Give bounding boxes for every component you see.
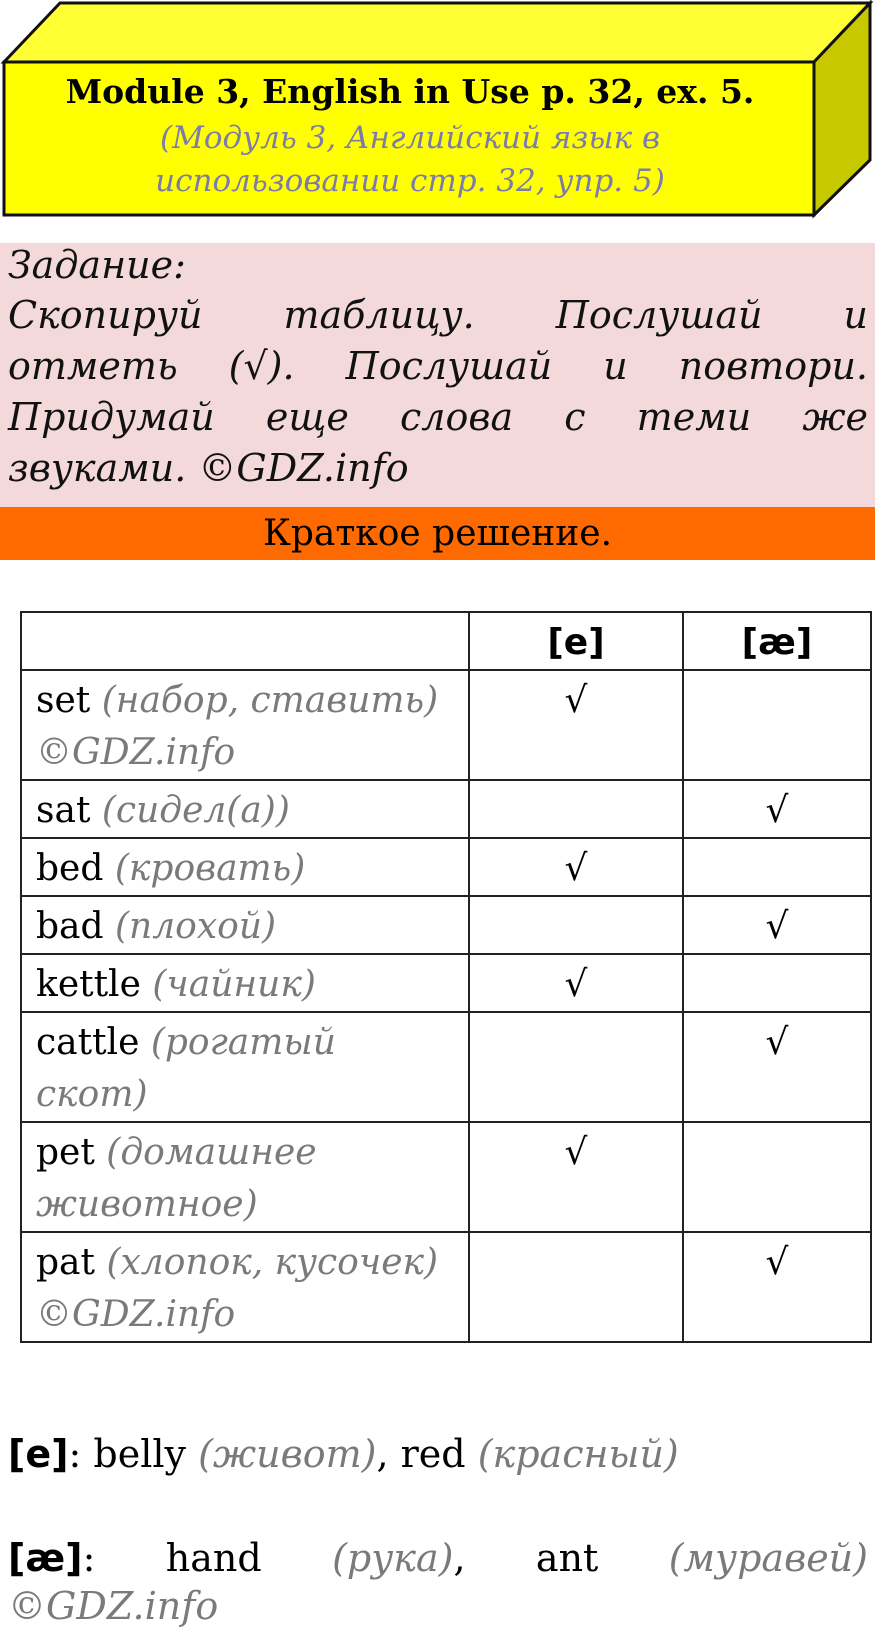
- check-e: [469, 896, 683, 954]
- check-ae: √: [683, 1232, 871, 1342]
- translation: (живот): [198, 1432, 377, 1476]
- word-cell: [21, 838, 469, 896]
- word-cell: [21, 780, 469, 838]
- table-row: [21, 1122, 871, 1232]
- word: ant: [535, 1536, 599, 1580]
- word: pat: [36, 1242, 95, 1283]
- check-e: √: [469, 670, 683, 780]
- word-cell: [21, 1122, 469, 1232]
- sound-label: [æ]: [8, 1536, 83, 1580]
- task-line: звуками. ©GDZ.info: [8, 446, 409, 490]
- translation: (набор, ставить) ©GDZ.info: [36, 680, 439, 773]
- table-row: [21, 838, 871, 896]
- extra-e-line: [e]: belly (живот), red (красный): [8, 1432, 679, 1476]
- extra-ae-line: [æ]: hand (рука), ant (муравей): [8, 1536, 868, 1580]
- table-row: [21, 670, 871, 780]
- table-row: [21, 1232, 871, 1342]
- translation: (плохой): [115, 906, 277, 947]
- sound-label: [e]: [8, 1432, 69, 1476]
- task-label: Задание:: [8, 243, 186, 287]
- word-cell: [21, 1012, 469, 1122]
- check-ae: [683, 670, 871, 780]
- translation: (кровать): [114, 848, 306, 889]
- word-cell: [21, 1232, 469, 1342]
- task-line: Придумай еще слова с теми же: [8, 395, 868, 439]
- credit: ©GDZ.info: [8, 1584, 219, 1628]
- word: hand: [165, 1536, 262, 1580]
- word-cell: [21, 954, 469, 1012]
- translation: (муравей): [668, 1536, 868, 1580]
- translation: (красный): [477, 1432, 679, 1476]
- translation: (рогатый скот): [36, 1022, 336, 1115]
- check-ae: [683, 838, 871, 896]
- header-cell: [æ]: [683, 612, 871, 670]
- check-e: [469, 780, 683, 838]
- word: red: [400, 1432, 466, 1476]
- check-ae: [683, 1122, 871, 1232]
- module-subtitle-line2: использовании стр. 32, упр. 5): [155, 163, 665, 199]
- task-line: отметь (√). Послушай и повтори.: [8, 344, 868, 388]
- word: kettle: [36, 964, 141, 1005]
- translation: (сидел(а)): [101, 790, 290, 831]
- translation: (хлопок, кусочек) ©GDZ.info: [36, 1242, 439, 1335]
- translation: (домашнее животное): [36, 1132, 317, 1225]
- table-row: [21, 954, 871, 1012]
- word: belly: [93, 1432, 186, 1476]
- check-e: √: [469, 954, 683, 1012]
- header-cell: [21, 612, 469, 670]
- check-e: [469, 1012, 683, 1122]
- check-ae: √: [683, 1012, 871, 1122]
- word: set: [36, 680, 91, 721]
- header-cell: [e]: [469, 612, 683, 670]
- table-header-row: [21, 612, 871, 670]
- table-row: [21, 1012, 871, 1122]
- check-ae: √: [683, 780, 871, 838]
- table-row: [21, 780, 871, 838]
- task-line: Скопируй таблицу. Послушай и: [8, 293, 868, 337]
- word: bed: [36, 848, 104, 889]
- word: bad: [36, 906, 104, 947]
- check-e: √: [469, 838, 683, 896]
- task-section: [0, 243, 875, 507]
- translation: (чайник): [152, 964, 316, 1005]
- module-subtitle-line1: (Модуль 3, Английский язык в: [159, 120, 660, 156]
- solution-banner: Краткое решение.: [0, 507, 875, 560]
- sounds-table: [20, 611, 872, 1343]
- module-title: Module 3, English in Use p. 32, ex. 5.: [65, 72, 755, 111]
- word: sat: [36, 790, 91, 831]
- check-ae: √: [683, 896, 871, 954]
- word-cell: [21, 670, 469, 780]
- translation: (рука): [332, 1536, 454, 1580]
- word: pet: [36, 1132, 95, 1173]
- check-e: √: [469, 1122, 683, 1232]
- check-ae: [683, 954, 871, 1012]
- table-row: [21, 896, 871, 954]
- check-e: [469, 1232, 683, 1342]
- word: cattle: [36, 1022, 140, 1063]
- word-cell: [21, 896, 469, 954]
